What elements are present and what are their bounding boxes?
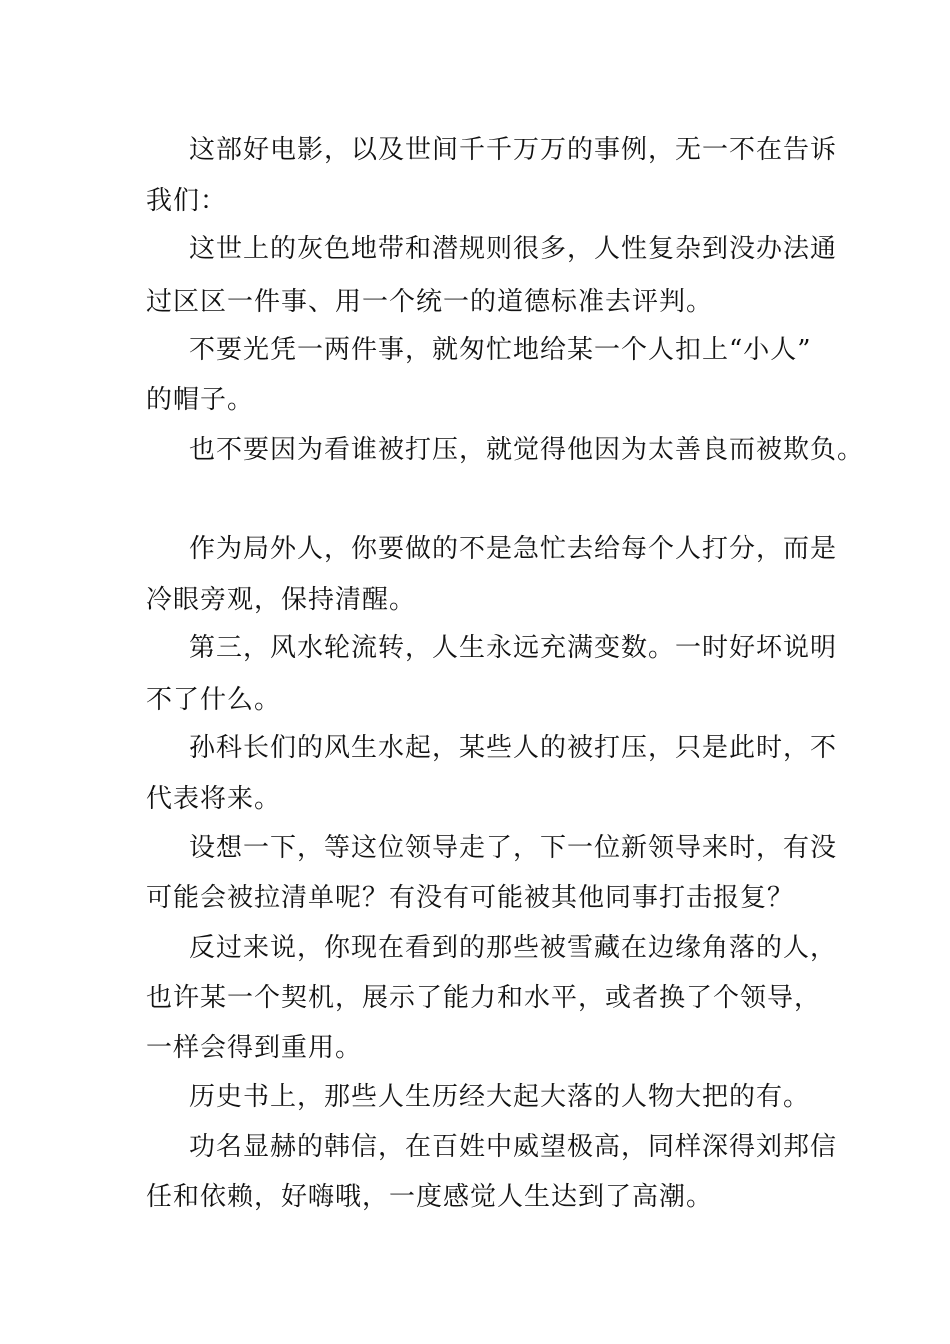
paragraph-line: 不了什么。 bbox=[146, 685, 282, 715]
paragraph-line: 我们： bbox=[146, 186, 228, 216]
paragraph-line: 这世上的灰色地带和潜规则很多，人性复杂到没办法通 bbox=[189, 234, 838, 264]
paragraph-line: 冷眼旁观，保持清醒。 bbox=[146, 585, 417, 615]
paragraph-line: 一样会得到重用。 bbox=[146, 1033, 363, 1063]
paragraph-line: 也许某一个契机，展示了能力和水平，或者换了个领导， bbox=[146, 983, 822, 1013]
paragraph-line: 反过来说，你现在看到的那些被雪藏在边缘角落的人， bbox=[189, 933, 838, 963]
paragraph-line: 过区区一件事、用一个统一的道德标准去评判。 bbox=[146, 287, 714, 317]
paragraph-line: 任和依赖，好嗨哦，一度感觉人生达到了高潮。 bbox=[146, 1182, 714, 1212]
paragraph-line: 代表将来。 bbox=[146, 784, 282, 814]
paragraph-line: 第三，风水轮流转，人生永远充满变数。一时好坏说明 bbox=[189, 633, 838, 663]
paragraph-line: 可能会被拉清单呢？有没有可能被其他同事打击报复？ bbox=[146, 883, 795, 913]
paragraph-line: 功名显赫的韩信，在百姓中威望极高，同样深得刘邦信 bbox=[189, 1132, 838, 1162]
paragraph-line: 孙科长们的风生水起，某些人的被打压，只是此时，不 bbox=[189, 733, 838, 763]
paragraph-line: 的帽子。 bbox=[146, 385, 255, 415]
paragraph-line: 设想一下，等这位领导走了，下一位新领导来时，有没 bbox=[189, 833, 838, 863]
paragraph-line: 这部好电影，以及世间千千万万的事例，无一不在告诉 bbox=[189, 135, 838, 165]
paragraph-line: 历史书上，那些人生历经大起大落的人物大把的有。 bbox=[189, 1082, 811, 1112]
paragraph-line: 也不要因为看谁被打压，就觉得他因为太善良而被欺负。 bbox=[189, 435, 865, 465]
paragraph-line: 不要光凭一两件事，就匆忙地给某一个人扣上“小人” bbox=[189, 335, 812, 365]
paragraph-line: 作为局外人，你要做的不是急忙去给每个人打分，而是 bbox=[189, 534, 838, 564]
